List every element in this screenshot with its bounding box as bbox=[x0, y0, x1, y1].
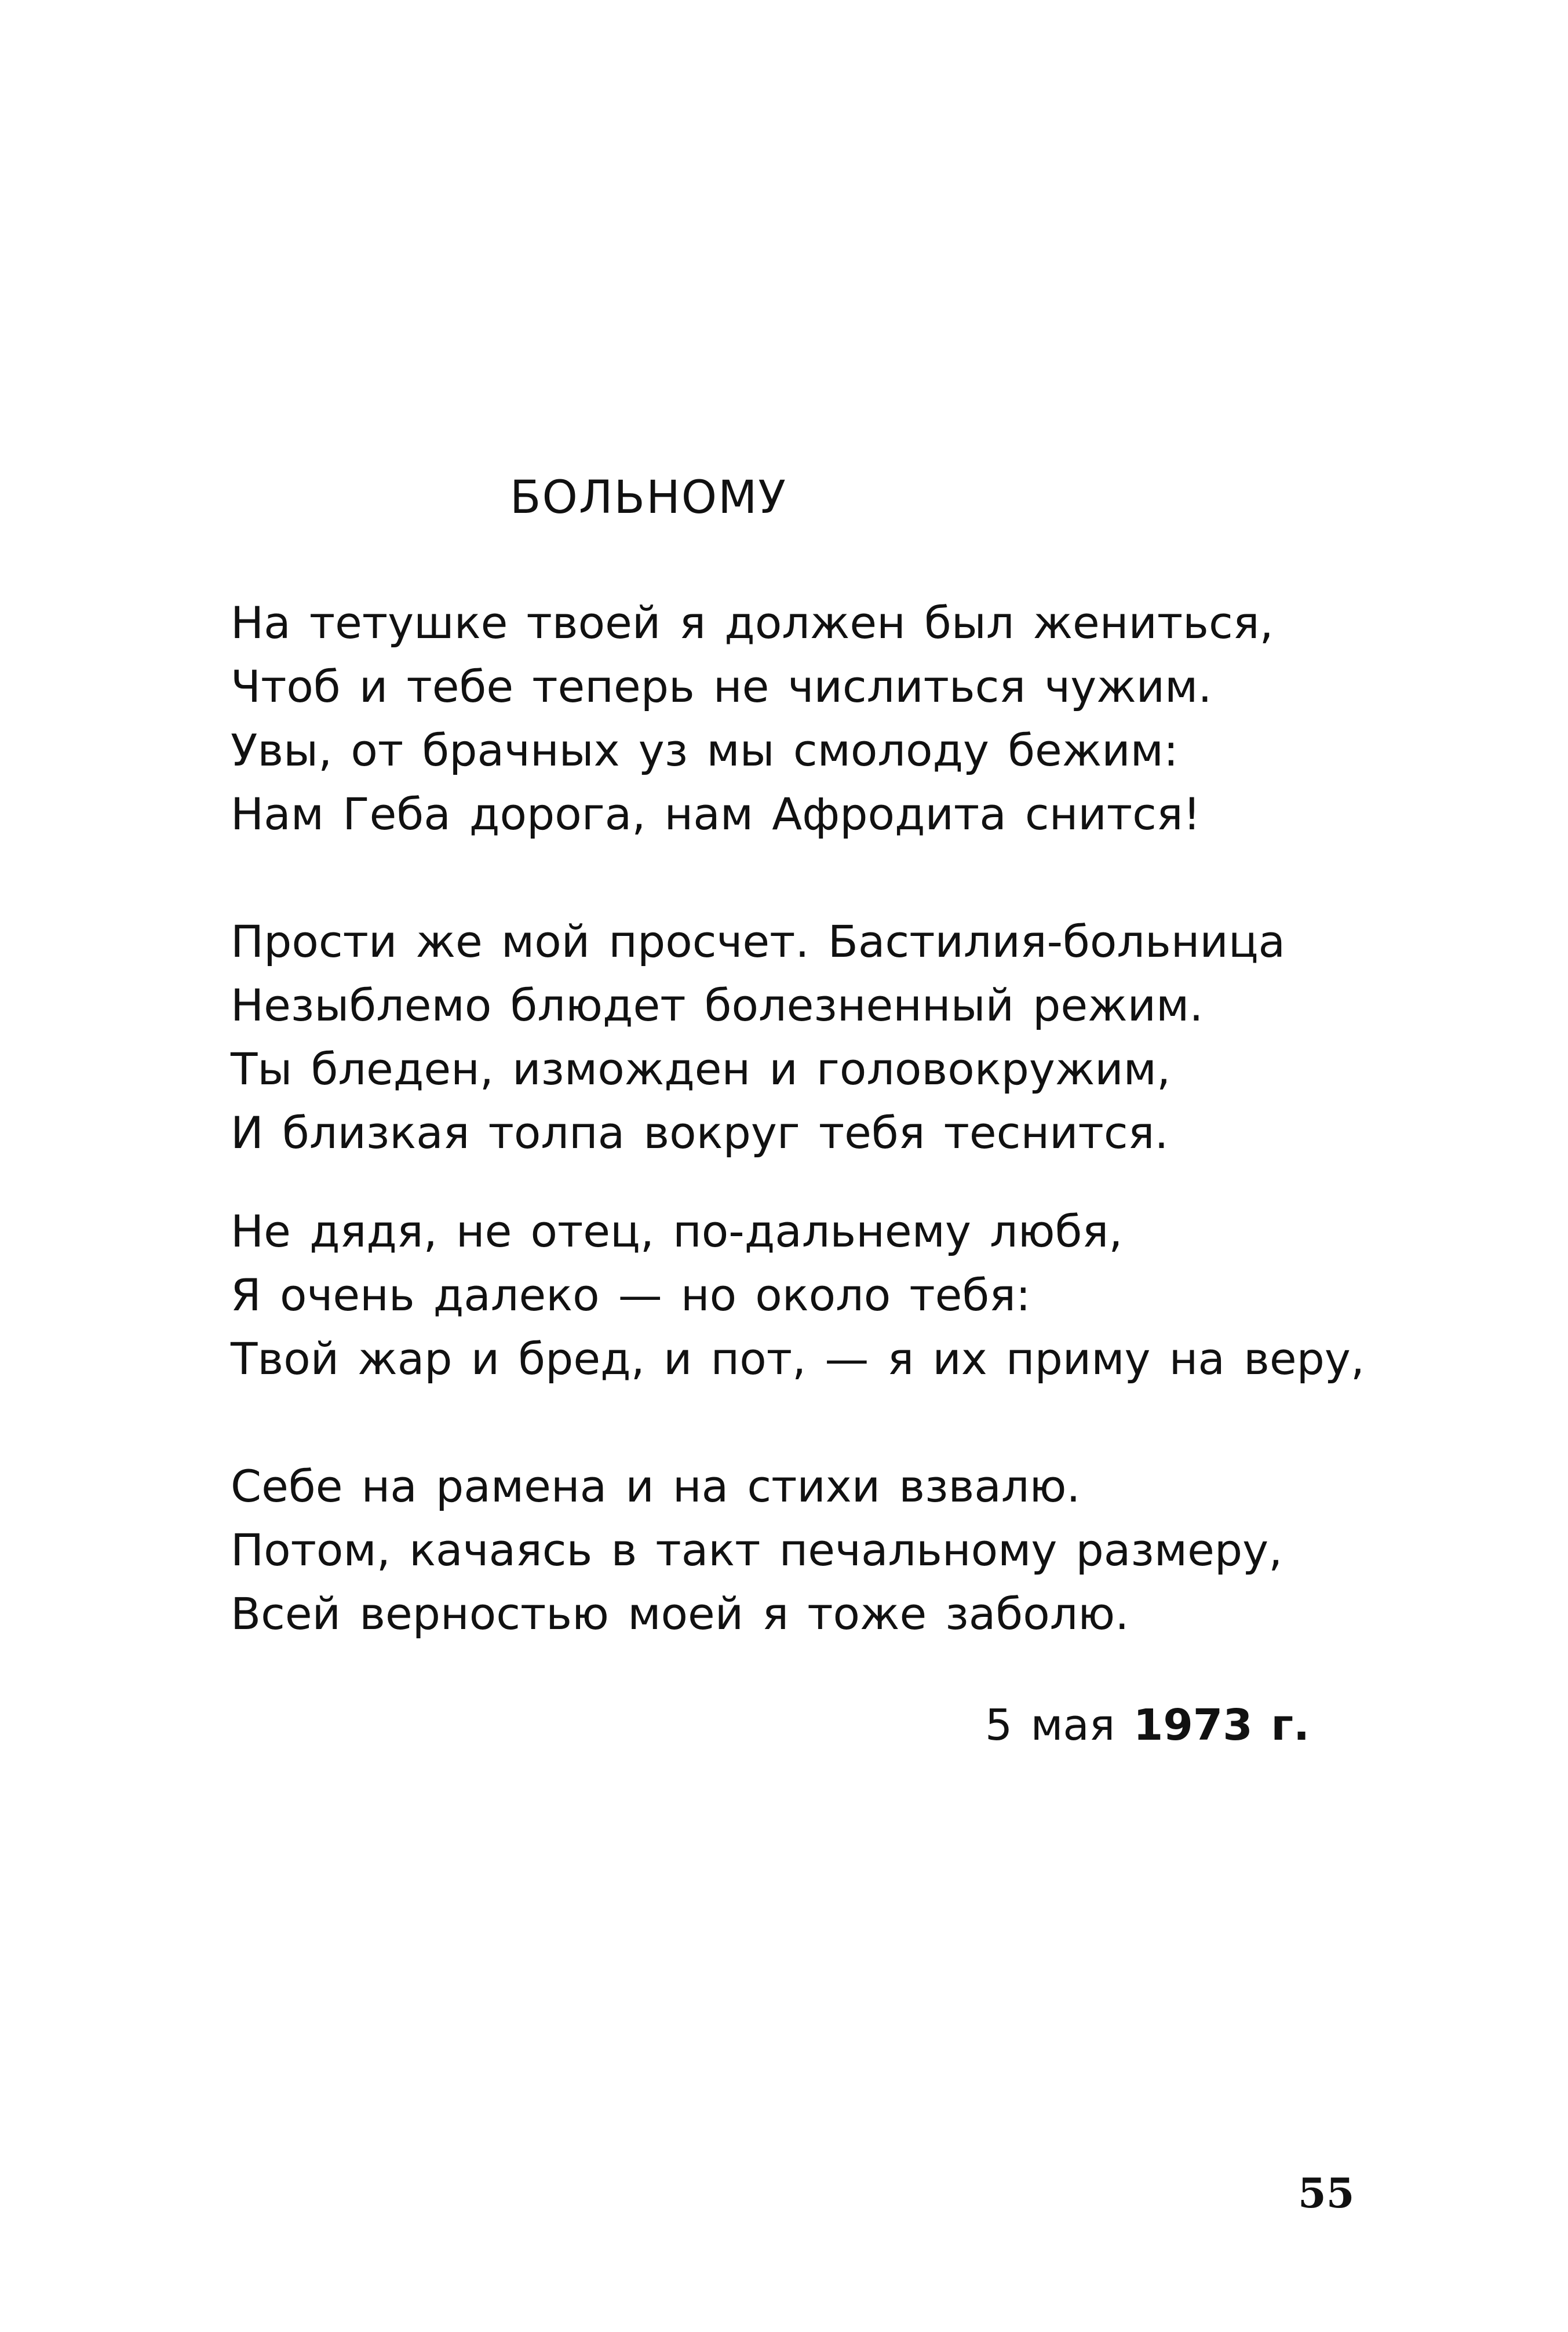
date-suffix: г. bbox=[1271, 1700, 1310, 1750]
poem-line: Всей верностью моей я тоже заболю. bbox=[231, 1588, 1129, 1639]
poem-line: Прости же мой просчет. Бастилия-больница bbox=[231, 916, 1286, 967]
poem-line: Не дядя, не отец, по-дальнему любя, bbox=[231, 1205, 1123, 1257]
stanza-2 bbox=[231, 910, 1285, 1165]
page-number: 55 bbox=[1298, 2169, 1355, 2217]
poem-title: БОЛЬНОМУ bbox=[510, 472, 787, 524]
poem-line: Себе на рамена и на стихи взвалю. bbox=[231, 1460, 1081, 1512]
poem-line: Незыблемо блюдет болезненный режим. bbox=[231, 979, 1204, 1031]
poem-line: Ты бледен, изможден и головокружим, bbox=[231, 1043, 1171, 1095]
poem-line: Потом, качаясь в такт печальному размеру, bbox=[231, 1524, 1283, 1576]
date-year: 1973 bbox=[1133, 1700, 1253, 1750]
poem-line: Я очень далеко — но около тебя: bbox=[231, 1269, 1031, 1321]
poem-line: Чтоб и тебе теперь не числиться чужим. bbox=[231, 661, 1212, 712]
stanza-1 bbox=[231, 591, 1274, 846]
poem-line: И близкая толпа вокруг тебя теснится. bbox=[231, 1107, 1169, 1158]
poem-line: Нам Геба дорога, нам Афродита снится! bbox=[231, 788, 1201, 840]
poem-line: На тетушке твоей я должен был жениться, bbox=[231, 597, 1274, 648]
date-day-month: 5 мая bbox=[985, 1700, 1115, 1750]
poem-line: Увы, от брачных уз мы смолоду бежим: bbox=[231, 724, 1179, 776]
poem-date bbox=[985, 1700, 1310, 1750]
stanza-4 bbox=[231, 1455, 1282, 1646]
stanza-3 bbox=[231, 1200, 1365, 1391]
poem-line: Твой жар и бред, и пот, — я их приму на веру, bbox=[231, 1333, 1365, 1384]
